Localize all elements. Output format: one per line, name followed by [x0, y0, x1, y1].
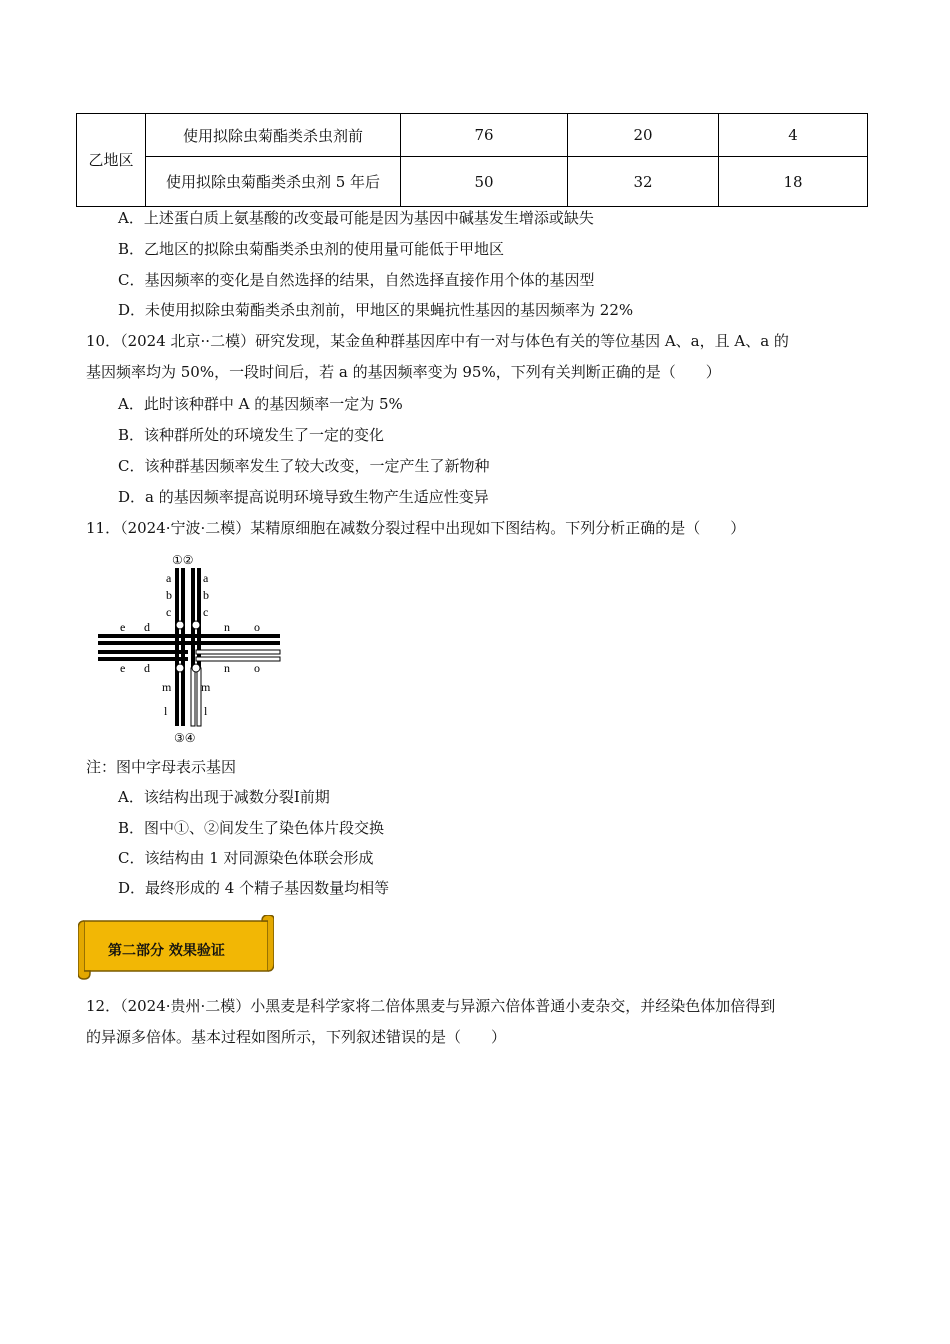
q11-option-c: C．该结构由 1 对同源染色体联会形成: [118, 849, 374, 867]
q11-option-b: B．图中①、②间发生了染色体片段交换: [118, 819, 385, 837]
table-value-cell: 32: [568, 157, 719, 207]
gene-label: n: [224, 661, 230, 675]
q9-option-b: B．乙地区的拟除虫菊酯类杀虫剂的使用量可能低于甲地区: [118, 240, 505, 258]
q11-note: 注：图中字母表示基因: [86, 758, 237, 776]
gene-frequency-table: [76, 113, 868, 207]
q12-stem-line1: 12．（2024·贵州·二模）小黑麦是科学家将二倍体黑麦与异源六倍体普通小麦杂交，并经染色体加倍得到: [86, 997, 776, 1015]
gene-label: a: [166, 571, 172, 585]
gene-label: m: [162, 680, 172, 694]
diagram-top-labels: ①②: [172, 553, 194, 567]
q12-stem-line2: 的异源多倍体。基本过程如图所示，下列叙述错误的是（ ）: [86, 1028, 507, 1046]
diagram-bottom-labels: ③④: [174, 731, 196, 745]
q9-option-c: C．基因频率的变化是自然选择的结果，自然选择直接作用个体的基因型: [118, 271, 595, 289]
table-value-cell: 20: [568, 114, 719, 157]
gene-label: c: [166, 605, 172, 619]
chromosome-cross-diagram: [96, 552, 286, 752]
q10-option-a: A．此时该种群中 A 的基因频率一定为 5%: [118, 395, 403, 413]
gene-label: e: [120, 620, 126, 634]
gene-label: b: [166, 588, 172, 602]
table-region-cell: 乙地区: [77, 114, 146, 207]
section-title: 第二部分 效果验证: [108, 943, 225, 959]
gene-label: a: [203, 571, 209, 585]
q11-option-a: A．该结构出现于减数分裂Ⅰ前期: [118, 788, 330, 806]
q10-option-b: B．该种群所处的环境发生了一定的变化: [118, 426, 385, 444]
q11-stem: 11．（2024·宁波·二模）某精原细胞在减数分裂过程中出现如下图结构。下列分析正确的是（ ）: [86, 519, 746, 537]
table-condition-cell: 使用拟除虫菊酯类杀虫剂前: [146, 114, 401, 157]
gene-label: l: [164, 704, 168, 718]
q10-option-d: D．a 的基因频率提高说明环境导致生物产生适应性变异: [118, 488, 489, 506]
table-condition-cell: 使用拟除虫菊酯类杀虫剂 5 年后: [146, 157, 401, 207]
q10-stem-line2: 基因频率均为 50%，一段时间后，若 a 的基因频率变为 95%，下列有关判断正确的是（ ）: [86, 363, 721, 381]
table-value-cell: 76: [401, 114, 568, 157]
q10-option-c: C．该种群基因频率发生了较大改变，一定产生了新物种: [118, 457, 490, 475]
gene-label: e: [120, 661, 126, 675]
q9-option-d: D．未使用拟除虫菊酯类杀虫剂前，甲地区的果蝇抗性基因的基因频率为 22%: [118, 301, 634, 319]
q10-stem-line1: 10．（2024 北京··二模）研究发现，某金鱼种群基因库中有一对与体色有关的等位基因 A、a，且 A、a 的: [86, 332, 789, 350]
gene-label: d: [144, 620, 150, 634]
gene-label: c: [203, 605, 209, 619]
gene-label: m: [201, 680, 211, 694]
q9-option-a: A．上述蛋白质上氨基酸的改变最可能是因为基因中碱基发生增添或缺失: [118, 209, 594, 227]
gene-label: n: [224, 620, 230, 634]
gene-label: l: [204, 704, 208, 718]
table-value-cell: 18: [719, 157, 868, 207]
table-value-cell: 50: [401, 157, 568, 207]
gene-label: o: [254, 620, 260, 634]
gene-label: d: [144, 661, 150, 675]
q11-option-d: D．最终形成的 4 个精子基因数量均相等: [118, 879, 390, 897]
table-value-cell: 4: [719, 114, 868, 157]
gene-label: b: [203, 588, 209, 602]
gene-label: o: [254, 661, 260, 675]
